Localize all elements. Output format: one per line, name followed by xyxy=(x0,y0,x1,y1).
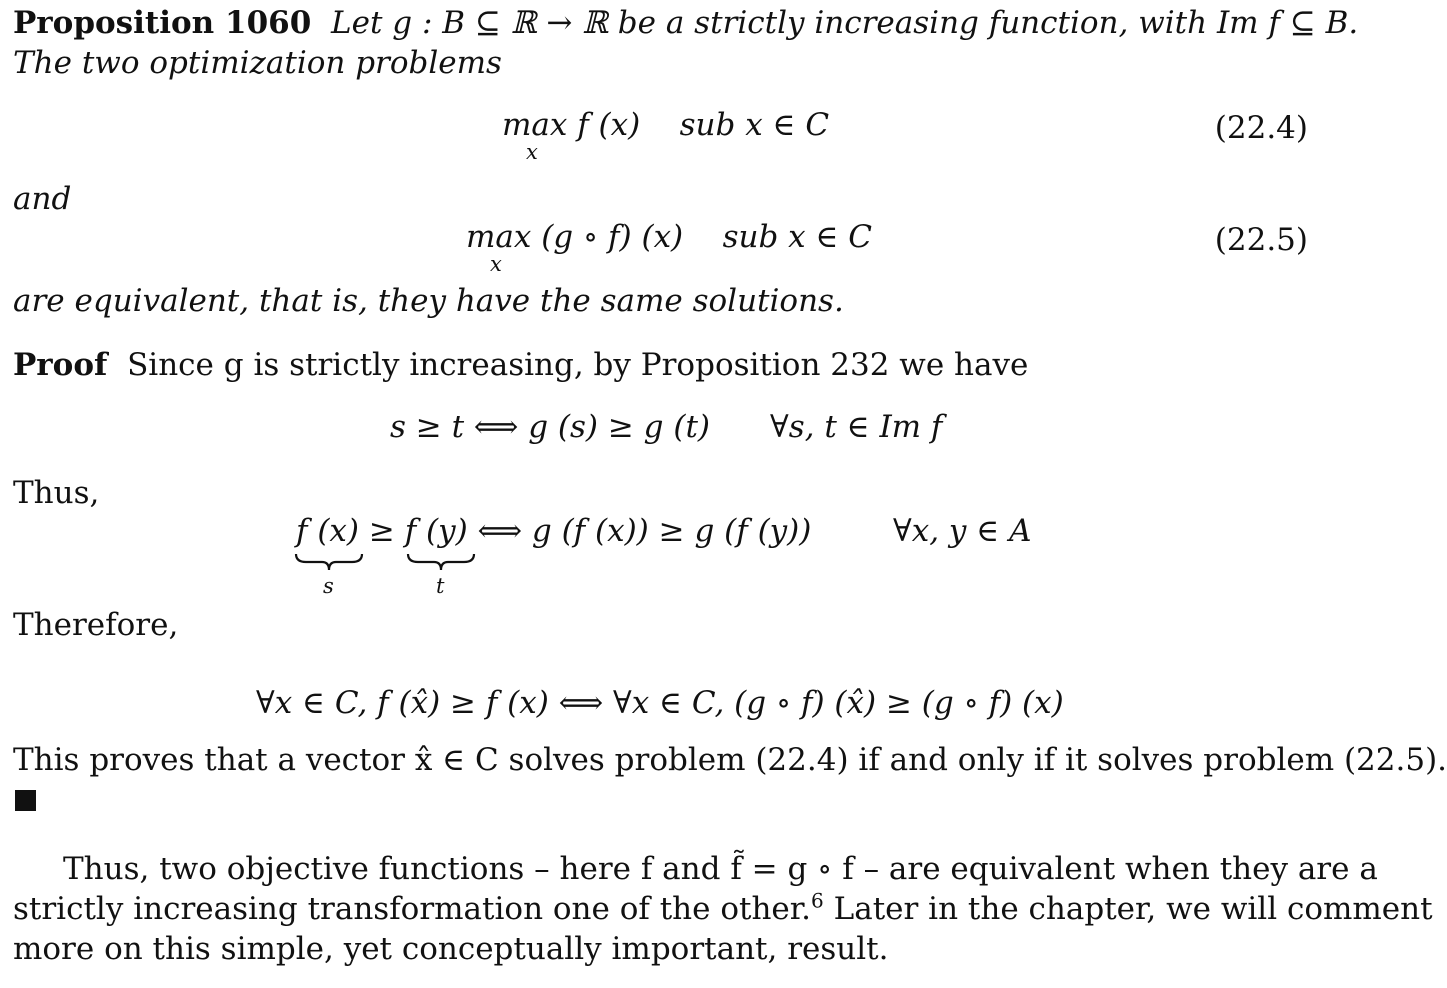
paragraph-line1: Thus, two objective functions – here f and f̃ = g ∘ f – are equivalent when they are a xyxy=(63,851,1378,887)
eq-b-ge: ≥ xyxy=(368,513,395,549)
qed-square-icon xyxy=(15,790,36,811)
proposition-statement-line2: The two optimization problems xyxy=(13,45,502,81)
eq2-constraint: sub x ∈ C xyxy=(722,219,873,255)
proof-intro-line xyxy=(13,348,1028,384)
equation-number-22-5: (22.5) xyxy=(1214,222,1308,258)
proof-label: Proof xyxy=(13,347,108,383)
equation-number-22-4: (22.4) xyxy=(1214,110,1308,146)
eq-b-fy: f (y) xyxy=(404,513,468,549)
eq2-lhs: max (g ∘ f) (x) xyxy=(466,219,684,255)
paragraph-line2: strictly increasing transformation one of the other.$^6$ Later in the chapter, we will comment xyxy=(13,888,1433,927)
eq-b-quantifier: ∀x, y ∈ A xyxy=(893,513,1032,549)
eq-b-rest: ⟺ g (f (x)) ≥ g (f (y)) xyxy=(477,513,812,549)
equation-composition xyxy=(296,514,811,550)
proposition-conclusion: are equivalent, that is, they have the same solutions. xyxy=(13,283,844,319)
proposition-text: Let g : B ⊆ ℝ → ℝ be a strictly increasing function, with Im f ⊆ B. xyxy=(331,5,1359,41)
paragraph-line3: more on this simple, yet conceptually important, result. xyxy=(13,931,889,967)
proposition-label: Proposition 1060 xyxy=(13,5,312,41)
proof-final-sentence: This proves that a vector x̂ ∈ C solves problem (22.4) if and only if it solves problem (22.5). xyxy=(13,742,1447,778)
eq-b-fx: f (x) xyxy=(296,513,359,549)
eq1-subscript: x xyxy=(526,140,538,164)
proof-thus: Thus, xyxy=(13,475,100,511)
underbrace-t xyxy=(406,552,476,572)
brace-label-t: t xyxy=(436,574,445,598)
eq1-lhs: max f (x) xyxy=(502,107,641,143)
eq1-constraint: sub x ∈ C xyxy=(679,107,830,143)
eq2-subscript: x xyxy=(490,252,502,276)
equation-equivalence: ∀x ∈ C, f (x̂) ≥ f (x) ⟺ ∀x ∈ C, (g ∘ f) (x̂) ≥ (g ∘ f) (x) xyxy=(256,685,1064,721)
proposition-statement-line1 xyxy=(13,6,1358,42)
equation-22-5 xyxy=(466,219,873,276)
eq-a-expr: s ≥ t ⟺ g (s) ≥ g (t) xyxy=(390,409,711,445)
footnote-marker[interactable]: 6 xyxy=(811,888,824,913)
equation-22-4 xyxy=(502,107,830,164)
proof-therefore: Therefore, xyxy=(13,607,179,643)
connector-and: and xyxy=(13,181,72,217)
underbrace-s xyxy=(294,552,364,572)
equation-monotone xyxy=(390,410,710,446)
eq-a-quantifier: ∀s, t ∈ Im f xyxy=(770,409,943,445)
proof-intro: Since g is strictly increasing, by Proposition 232 we have xyxy=(127,347,1029,383)
brace-label-s: s xyxy=(323,574,334,598)
